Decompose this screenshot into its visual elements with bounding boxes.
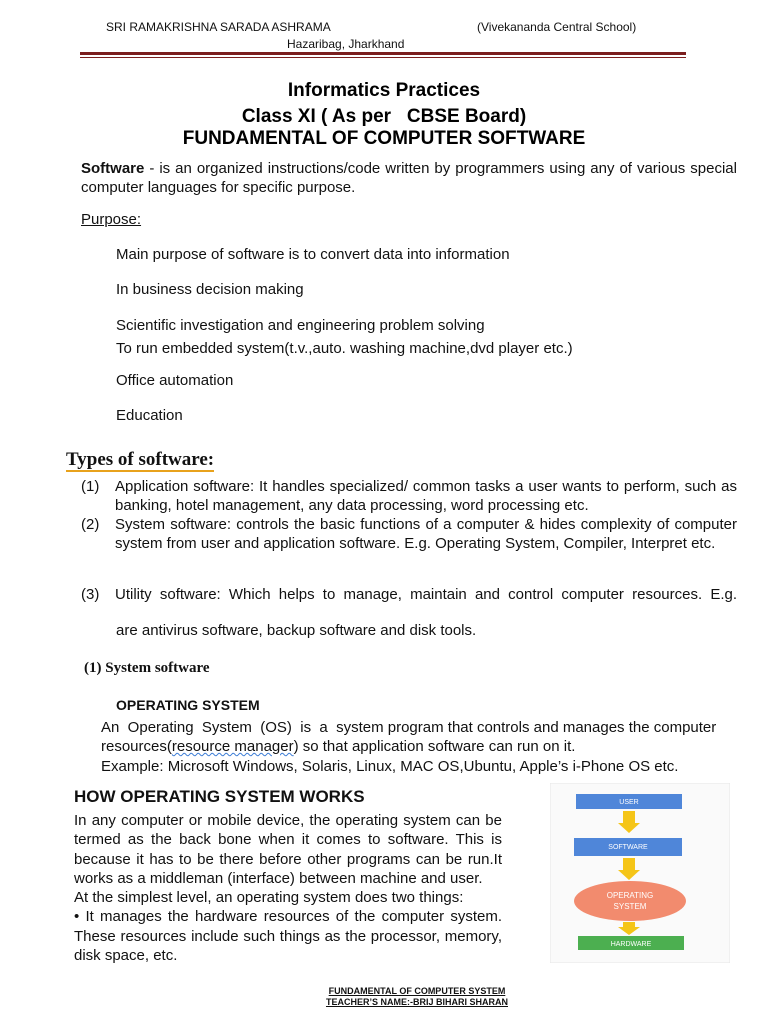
footer-line: TEACHER’S NAME:-BRIJ BIHARI SHARAN (325, 997, 508, 1007)
types-item-text: System software: controls the basic functions of a computer & hides complexity of computer system from user and application software. E.g. Operating System, Compiler, Interpret etc. (115, 516, 737, 552)
os-definition-post: ) so that application software can run on it. (293, 738, 576, 755)
how-os-para: In any computer or mobile device, the operating system can be termed as the back bone when it comes to software. This is because it has to be there before other programs can be run.It works as a middleman (interface) between machine and user. (74, 812, 502, 887)
hardware-label: HARDWARE (610, 941, 652, 948)
software-definition (81, 159, 737, 197)
system-software-heading: (1) System software (84, 660, 210, 676)
types-heading-text: Types of software: (66, 449, 215, 470)
os-definition-line: An Operating System (OS) is a system program that controls and manages the computer (101, 719, 717, 736)
types-item (81, 515, 737, 553)
definition-text: - is an organized instructions/code written by programmers using any of various special computer languages for specific purpose. (81, 160, 737, 196)
software-label: SOFTWARE (608, 844, 648, 851)
os-layer-diagram (550, 783, 730, 963)
purpose-item: In business decision making (116, 281, 304, 298)
os-label-line1: OPERATING (606, 891, 654, 900)
purpose-heading: Purpose: (81, 211, 142, 228)
types-item (81, 477, 737, 515)
types-item-number: (3) (81, 586, 100, 603)
types-item-text: Application software: It handles specialized/ common tasks a user wants to perform, such as banking, hotel management, any data processing, word processing etc. (115, 478, 737, 514)
resource-manager-term: resource manager (171, 738, 294, 755)
how-os-body (74, 811, 502, 965)
header-rule-thin (80, 57, 686, 58)
types-heading (66, 449, 214, 471)
os-ellipse (574, 881, 686, 921)
purpose-item: Main purpose of software is to convert data into information (116, 246, 510, 263)
how-os-para: • It manages the hardware resources of the computer system. These resources include such things as the processor, memory, disk space, etc. (74, 908, 502, 965)
header-rule-thick (80, 52, 686, 55)
footer-line: FUNDAMENTAL OF COMPUTER SYSTEM (328, 986, 506, 996)
subject-title: Informatics Practices (287, 80, 481, 101)
types-item-continuation: are antivirus software, backup software and disk tools. (116, 622, 477, 639)
how-os-para: At the simplest level, an operating system does two things: (74, 889, 464, 907)
os-heading: OPERATING SYSTEM (116, 697, 260, 713)
school-name: SRI RAMAKRISHNA SARADA ASHRAMA (106, 20, 331, 34)
class-title: Class XI ( As per CBSE Board) (241, 106, 527, 127)
school-subtitle: (Vivekananda Central School) (477, 20, 637, 34)
os-examples: Example: Microsoft Windows, Solaris, Linux, MAC OS,Ubuntu, Apple’s i-Phone OS etc. (101, 758, 679, 775)
user-label: USER (619, 799, 639, 806)
chapter-title: FUNDAMENTAL OF COMPUTER SOFTWARE (182, 128, 586, 149)
school-location: Hazaribag, Jharkhand (287, 37, 405, 51)
types-item-number: (2) (81, 516, 100, 533)
purpose-item: Education (116, 407, 183, 424)
os-definition-line (101, 737, 575, 756)
types-item-number: (1) (81, 478, 100, 495)
definition-term: Software (81, 160, 145, 177)
purpose-item: Scientific investigation and engineering problem solving (116, 317, 485, 334)
purpose-item: To run embedded system(t.v.,auto. washing machine,dvd player etc.) (116, 340, 573, 357)
os-definition-pre: resources( (101, 738, 172, 755)
os-label-line2: SYSTEM (613, 902, 647, 911)
purpose-item: Office automation (116, 372, 234, 389)
how-os-heading: HOW OPERATING SYSTEM WORKS (74, 787, 365, 806)
types-item-text: Utility software: Which helps to manage, maintain and control computer resources. E.g. (115, 586, 737, 603)
types-item (81, 585, 737, 604)
